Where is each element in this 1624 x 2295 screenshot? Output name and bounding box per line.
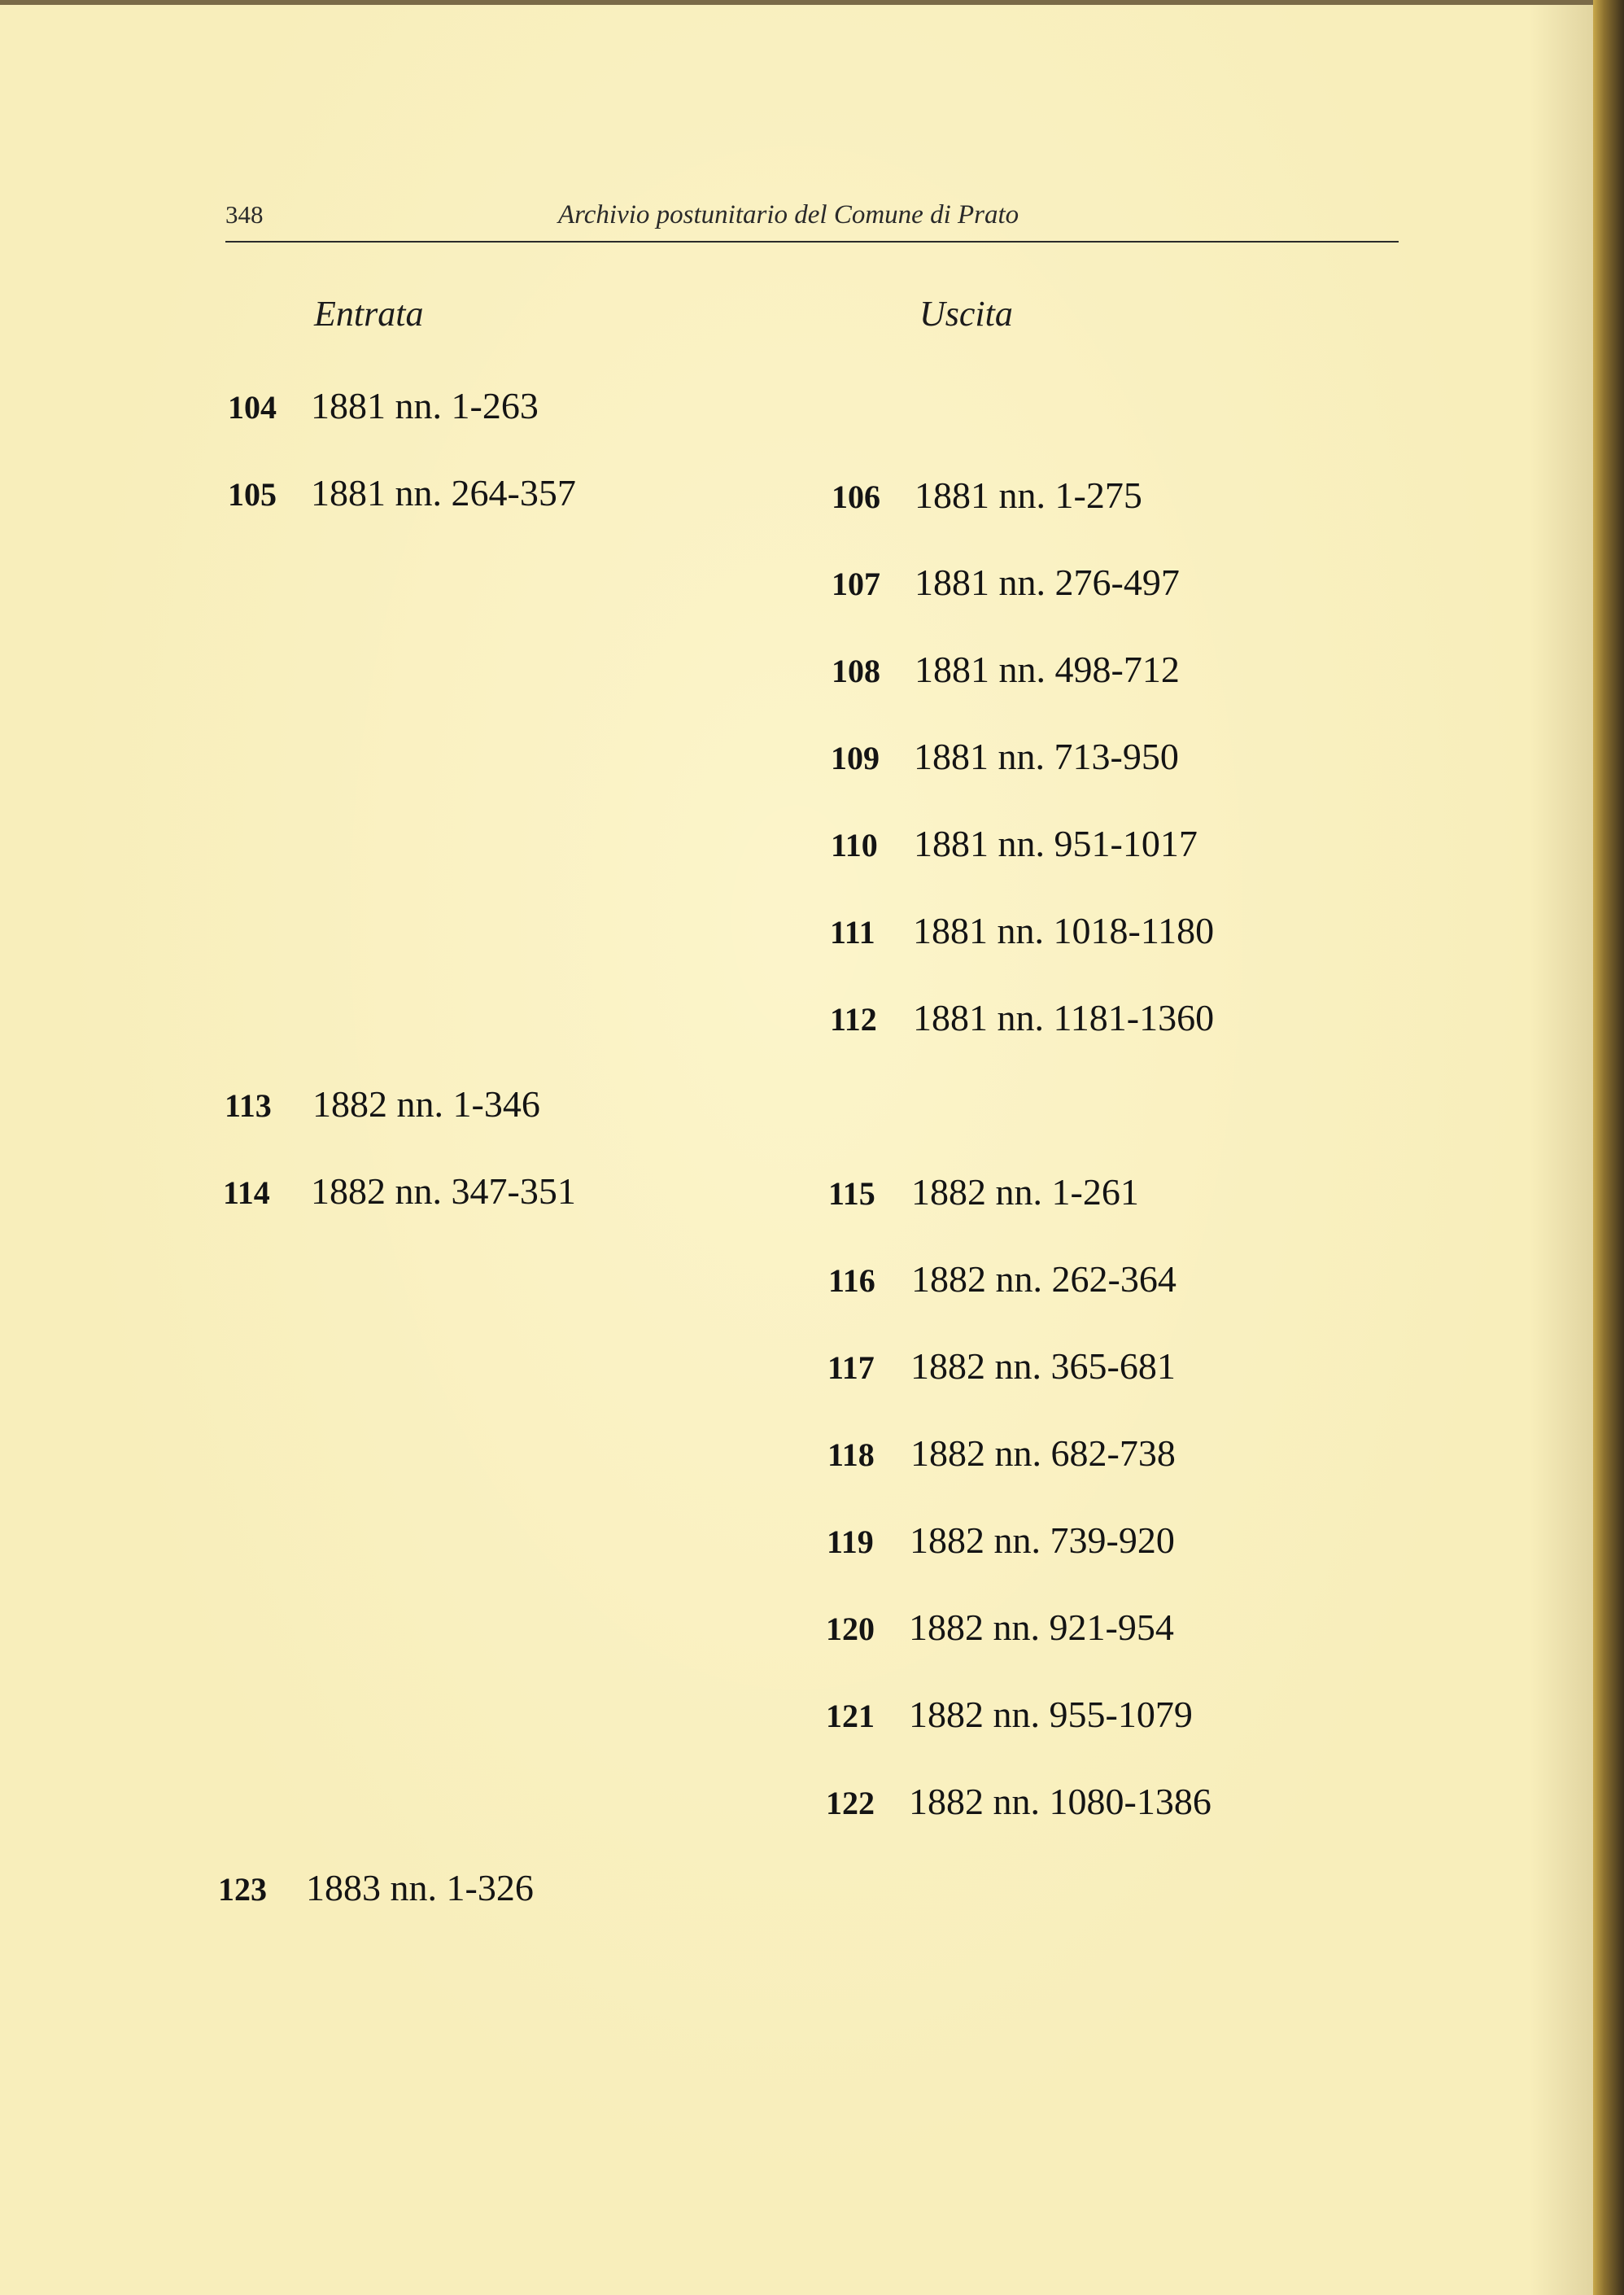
uscita-entry <box>831 738 1179 776</box>
entry-number: 115 <box>828 1175 875 1212</box>
page-top-edge <box>0 0 1593 5</box>
uscita-entry <box>830 999 1214 1037</box>
entry-number: 116 <box>828 1262 875 1299</box>
entry-text: 1882 nn. 955-1079 <box>909 1694 1193 1735</box>
entry-text: 1882 nn. 1-261 <box>911 1171 1139 1213</box>
uscita-entry <box>827 1432 1176 1474</box>
entry-text: 1881 nn. 1181-1360 <box>913 997 1215 1038</box>
entry-text: 1881 nn. 498-712 <box>915 649 1180 690</box>
entry-number: 108 <box>832 653 880 689</box>
entrata-heading: Entrata <box>314 294 424 334</box>
page-number: 348 <box>225 200 264 229</box>
entry-number: 121 <box>826 1698 875 1734</box>
entry-text: 1882 nn. 1080-1386 <box>909 1781 1211 1822</box>
entry-text: 1882 nn. 262-364 <box>911 1258 1177 1300</box>
uscita-entry <box>830 912 1214 950</box>
entry-text: 1882 nn. 682-738 <box>910 1432 1176 1474</box>
entry-number: 122 <box>826 1785 875 1821</box>
uscita-entry <box>831 825 1198 863</box>
entry-number: 123 <box>218 1871 267 1908</box>
entry-text: 1881 nn. 951-1017 <box>914 823 1198 864</box>
entry-number: 110 <box>831 827 878 863</box>
entry-number: 106 <box>832 479 880 515</box>
uscita-entry <box>826 1783 1211 1821</box>
uscita-entry <box>832 474 1142 516</box>
uscita-entry <box>828 1171 1139 1213</box>
entry-text: 1882 nn. 921-954 <box>909 1606 1174 1648</box>
entrata-entry <box>223 1170 576 1212</box>
entry-text: 1882 nn. 1-346 <box>312 1083 540 1125</box>
uscita-entry <box>827 1519 1175 1561</box>
entry-text: 1881 nn. 1-263 <box>311 385 539 426</box>
entrata-entry <box>228 474 576 512</box>
uscita-entry <box>828 1258 1177 1300</box>
entry-number: 107 <box>832 566 880 602</box>
entry-text: 1881 nn. 264-357 <box>311 472 576 514</box>
entry-text: 1881 nn. 276-497 <box>915 562 1180 603</box>
entry-number: 104 <box>228 389 277 426</box>
entry-number: 120 <box>826 1611 875 1647</box>
page-binding-edge <box>1593 0 1624 2295</box>
entrata-entry <box>218 1869 534 1907</box>
entry-number: 114 <box>223 1174 270 1211</box>
entrata-entry <box>228 387 539 425</box>
entry-number: 117 <box>827 1349 875 1386</box>
entry-number: 118 <box>827 1436 875 1473</box>
uscita-entry <box>827 1345 1176 1387</box>
entry-number: 111 <box>830 914 875 951</box>
entrata-entry <box>225 1083 540 1125</box>
uscita-entry <box>826 1606 1174 1648</box>
entry-text: 1881 nn. 713-950 <box>914 736 1179 777</box>
uscita-entry <box>832 564 1180 601</box>
uscita-entry <box>832 651 1180 688</box>
running-title: Archivio postunitario del Comune di Prato <box>558 200 1019 230</box>
uscita-entry <box>826 1696 1193 1733</box>
page-header <box>225 200 1399 243</box>
entry-number: 112 <box>830 1001 877 1038</box>
entry-number: 105 <box>228 476 277 513</box>
entry-number: 119 <box>827 1523 874 1560</box>
entry-text: 1881 nn. 1018-1180 <box>913 910 1215 951</box>
entry-number: 113 <box>225 1087 272 1124</box>
entry-text: 1882 nn. 365-681 <box>910 1345 1176 1387</box>
entry-text: 1881 nn. 1-275 <box>915 474 1142 516</box>
entry-text: 1883 nn. 1-326 <box>306 1867 534 1908</box>
entry-text: 1882 nn. 739-920 <box>910 1519 1175 1561</box>
entry-text: 1882 nn. 347-351 <box>311 1170 576 1212</box>
entry-number: 109 <box>831 740 880 776</box>
uscita-heading: Uscita <box>919 294 1013 334</box>
